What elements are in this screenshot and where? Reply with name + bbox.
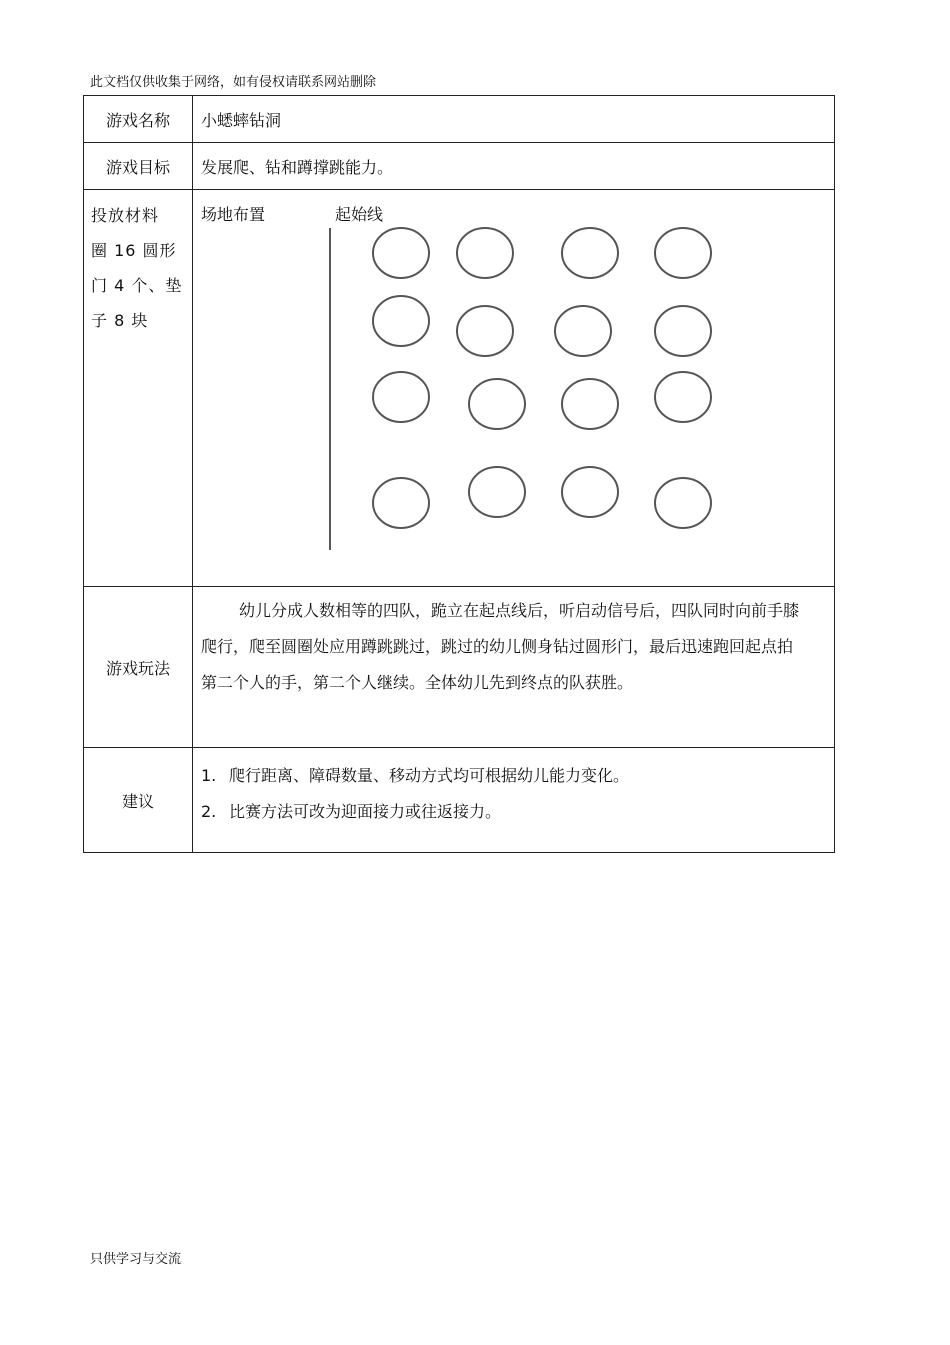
hoop-circle (655, 372, 711, 422)
row-play (84, 587, 835, 748)
hoop-circle (555, 306, 611, 356)
row-game-name (84, 96, 835, 143)
hoop-circle (655, 478, 711, 528)
hoop-group (373, 228, 711, 528)
suggestion-label: 建议 (121, 791, 154, 811)
suggestion-item (201, 758, 826, 794)
footer-note: 只供学习与交流 (90, 1252, 182, 1267)
label-cell (84, 96, 193, 143)
suggestion-number: 1. (201, 766, 217, 785)
suggestion-item (201, 794, 826, 830)
value-cell (193, 143, 835, 190)
hoop-circle (562, 379, 618, 429)
row-suggestion (84, 748, 835, 853)
start-line-label: 起始线 (335, 205, 384, 224)
game-name-value: 小蟋蟀钻洞 (201, 110, 282, 130)
suggestion-number: 2. (201, 802, 217, 821)
game-goal-label: 游戏目标 (105, 157, 170, 177)
label-cell (84, 143, 193, 190)
suggestion-text: 比赛方法可改为迎面接力或往返接力。 (229, 802, 502, 821)
label-cell (84, 587, 193, 748)
hoop-circle (373, 228, 429, 278)
value-cell (193, 748, 835, 853)
hoop-circle (373, 478, 429, 528)
game-table (83, 95, 835, 853)
label-cell (84, 748, 193, 853)
play-label: 游戏玩法 (105, 658, 170, 678)
game-goal-value: 发展爬、钻和蹲撑跳能力。 (201, 157, 394, 177)
hoop-circle (562, 228, 618, 278)
header-note: 此文档仅供收集于网络，如有侵权请联系网站删除 (90, 75, 377, 90)
materials-label: 投放材料 圈 16 圆形 门 4 个、垫 子 8 块 (91, 206, 183, 330)
hoop-circle (457, 306, 513, 356)
hoop-circle (562, 467, 618, 517)
row-game-goal (84, 143, 835, 190)
game-name-label: 游戏名称 (105, 110, 170, 130)
hoop-circle (457, 228, 513, 278)
hoop-circle (655, 306, 711, 356)
row-materials (84, 190, 835, 587)
hoop-circle (655, 228, 711, 278)
suggestion-list (193, 748, 834, 830)
suggestion-text: 爬行距离、障碍数量、移动方式均可根据幼儿能力变化。 (229, 766, 630, 785)
hoop-circle (373, 372, 429, 422)
hoop-circle (469, 467, 525, 517)
field-layout (193, 190, 834, 586)
value-cell (193, 587, 835, 748)
play-description: 幼儿分成人数相等的四队，跪立在起点线后，听启动信号后，四队同时向前手膝爬行，爬至圆圈处应用蹲跳跳过，跳过的幼儿侧身钻过圆形门，最后迅速跑回起点拍第二个人的手，第二个人继续。全体幼儿先到终点的队获胜。 (201, 601, 800, 692)
layout-title: 场地布置 (201, 205, 266, 224)
label-cell (84, 190, 193, 587)
hoop-circle (373, 296, 429, 346)
value-cell (193, 190, 835, 587)
field-layout-diagram (193, 190, 833, 586)
hoop-circle (469, 379, 525, 429)
value-cell (193, 96, 835, 143)
